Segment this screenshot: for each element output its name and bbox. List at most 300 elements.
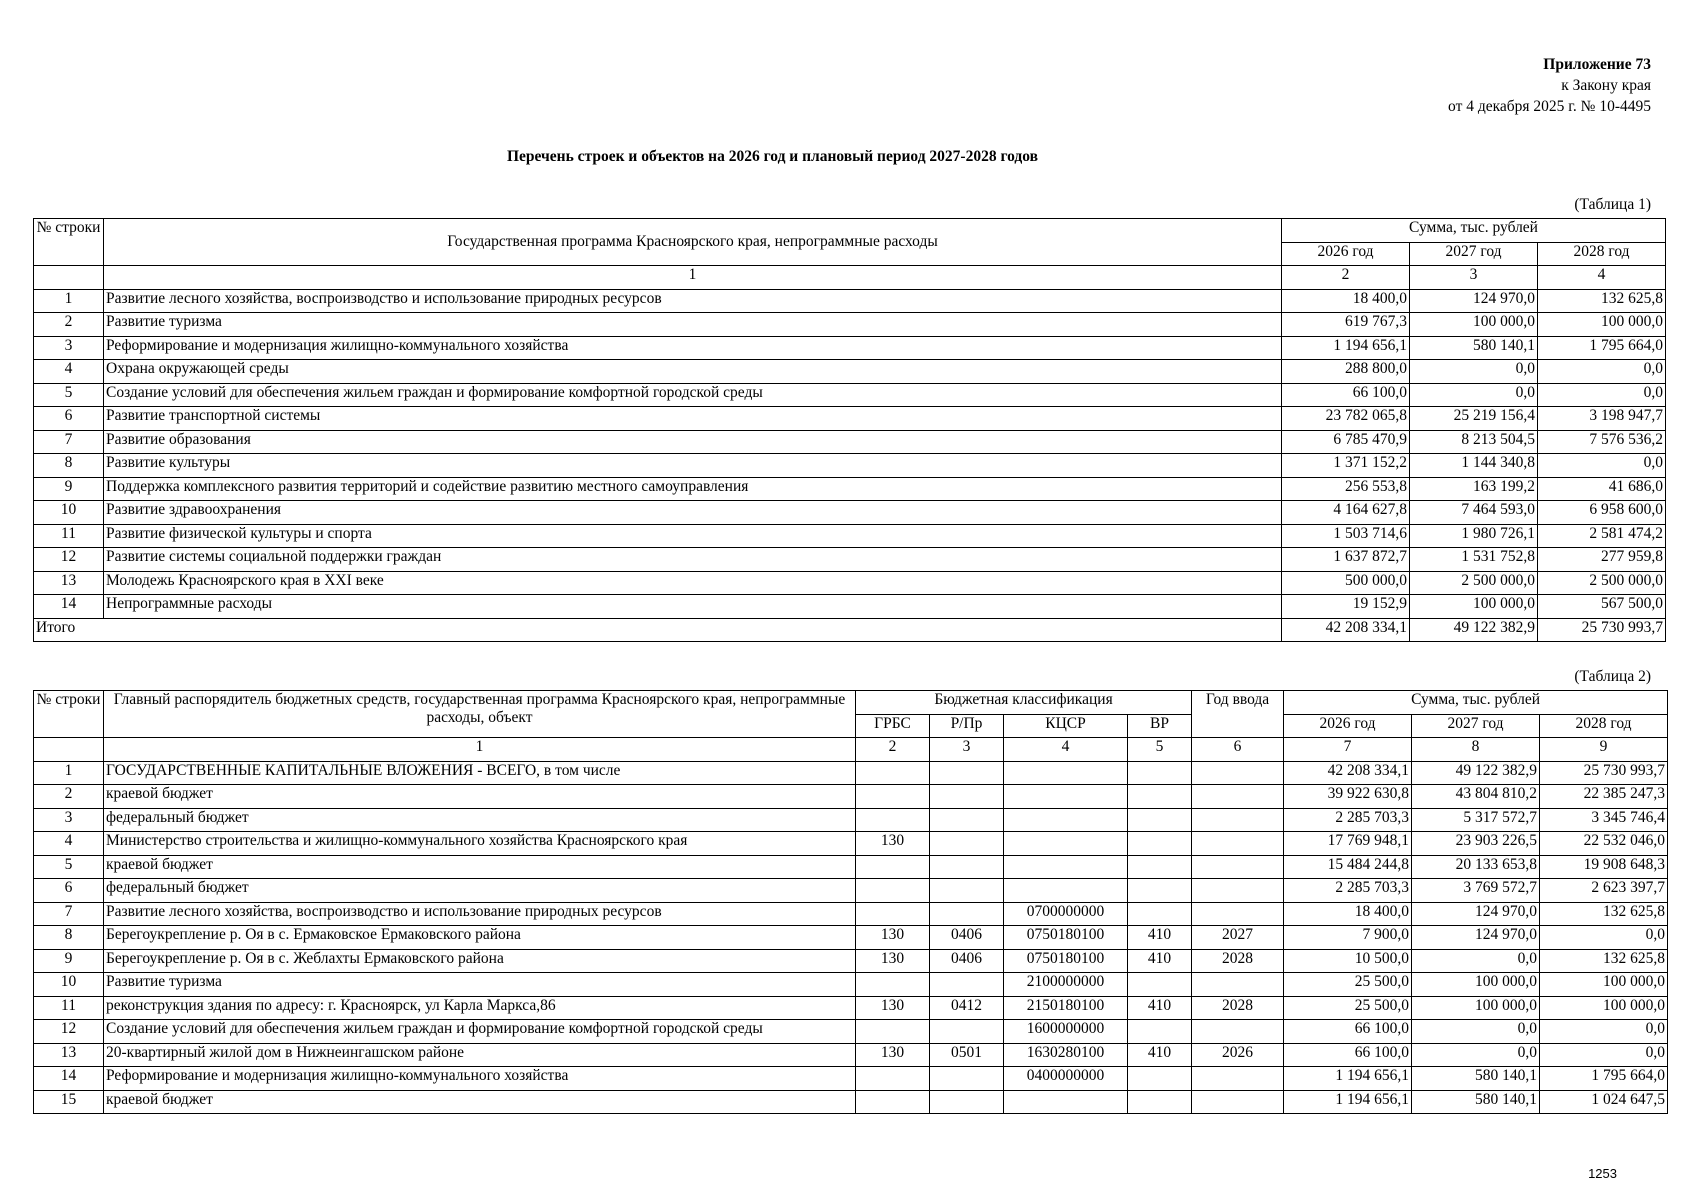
table-row xyxy=(34,336,1666,360)
row-value: 2 285 703,3 xyxy=(1284,808,1412,832)
row-name: реконструкция здания по адресу: г. Красноярск, ул Карла Маркса,86 xyxy=(104,996,856,1020)
vr-cell: 410 xyxy=(1128,926,1192,950)
year-cell: 2027 xyxy=(1192,926,1284,950)
table-row xyxy=(34,383,1666,407)
table-index-cell: 2 xyxy=(1282,266,1410,290)
row-name: Развитие туризма xyxy=(104,973,856,997)
row-number: 5 xyxy=(34,855,104,879)
row-name: Развитие физической культуры и спорта xyxy=(104,524,1282,548)
table-row xyxy=(34,1090,1668,1114)
grbs-cell xyxy=(856,761,930,785)
kcsr-cell xyxy=(1004,855,1128,879)
rpr-cell xyxy=(930,879,1004,903)
row-value: 277 959,8 xyxy=(1538,548,1666,572)
row-name: Развитие образования xyxy=(104,430,1282,454)
table-row xyxy=(34,949,1668,973)
row-name: Берегоукрепление р. Оя в с. Ермаковское Ермаковского района xyxy=(104,926,856,950)
table-row xyxy=(34,289,1666,313)
table-row xyxy=(34,832,1668,856)
row-value: 0,0 xyxy=(1412,1043,1540,1067)
row-name: краевой бюджет xyxy=(104,1090,856,1114)
row-value: 25 730 993,7 xyxy=(1540,761,1668,785)
grbs-cell xyxy=(856,1090,930,1114)
row-number: 3 xyxy=(34,336,104,360)
grbs-cell: 130 xyxy=(856,996,930,1020)
row-value: 0,0 xyxy=(1540,1020,1668,1044)
row-number: 9 xyxy=(34,477,104,501)
table2-label: (Таблица 2) xyxy=(1574,668,1651,685)
rpr-cell xyxy=(930,973,1004,997)
row-value: 288 800,0 xyxy=(1282,360,1410,384)
vr-cell xyxy=(1128,832,1192,856)
year-cell xyxy=(1192,808,1284,832)
table1-col-sum: Сумма, тыс. рублей xyxy=(1282,219,1666,243)
row-value: 18 400,0 xyxy=(1282,289,1410,313)
row-value: 41 686,0 xyxy=(1538,477,1666,501)
grbs-cell xyxy=(856,808,930,832)
kcsr-cell: 2100000000 xyxy=(1004,973,1128,997)
table-index-cell: 5 xyxy=(1128,738,1192,762)
row-value: 66 100,0 xyxy=(1284,1043,1412,1067)
table1-header-row xyxy=(34,219,1666,243)
table2-header-row xyxy=(34,691,1668,715)
row-number: 11 xyxy=(34,524,104,548)
row-name: Развитие здравоохранения xyxy=(104,501,1282,525)
vr-cell xyxy=(1128,1067,1192,1091)
table-row xyxy=(34,524,1666,548)
table1-year: 2026 год xyxy=(1282,242,1410,266)
row-value: 0,0 xyxy=(1410,360,1538,384)
row-name: Поддержка комплексного развития территорий и содействие развитию местного самоуправления xyxy=(104,477,1282,501)
table2-year: 2027 год xyxy=(1412,714,1540,738)
row-number: 5 xyxy=(34,383,104,407)
row-value: 0,0 xyxy=(1540,926,1668,950)
row-value: 15 484 244,8 xyxy=(1284,855,1412,879)
row-value: 580 140,1 xyxy=(1412,1090,1540,1114)
table2-col-year: Год ввода xyxy=(1192,691,1284,738)
grbs-cell xyxy=(856,879,930,903)
row-value: 17 769 948,1 xyxy=(1284,832,1412,856)
table-index-cell: 3 xyxy=(930,738,1004,762)
table-cell xyxy=(34,738,104,762)
table-row xyxy=(34,808,1668,832)
grbs-cell xyxy=(856,902,930,926)
year-cell: 2026 xyxy=(1192,1043,1284,1067)
rpr-cell xyxy=(930,1090,1004,1114)
row-value: 22 532 046,0 xyxy=(1540,832,1668,856)
row-value: 1 795 664,0 xyxy=(1540,1067,1668,1091)
table2-col-sum: Сумма, тыс. рублей xyxy=(1284,691,1668,715)
rpr-cell: 0406 xyxy=(930,926,1004,950)
year-cell: 2028 xyxy=(1192,949,1284,973)
row-name: Развитие лесного хозяйства, воспроизводство и использование природных ресурсов xyxy=(104,902,856,926)
row-value: 256 553,8 xyxy=(1282,477,1410,501)
row-value: 580 140,1 xyxy=(1410,336,1538,360)
row-value: 25 500,0 xyxy=(1284,996,1412,1020)
table1-year: 2028 год xyxy=(1538,242,1666,266)
year-cell xyxy=(1192,1090,1284,1114)
rpr-cell xyxy=(930,1067,1004,1091)
table-index-cell: 2 xyxy=(856,738,930,762)
table-row xyxy=(34,785,1668,809)
row-name: Охрана окружающей среды xyxy=(104,360,1282,384)
vr-cell xyxy=(1128,808,1192,832)
rpr-cell: 0412 xyxy=(930,996,1004,1020)
row-value: 132 625,8 xyxy=(1540,902,1668,926)
table-index-cell: 8 xyxy=(1412,738,1540,762)
row-value: 6 958 600,0 xyxy=(1538,501,1666,525)
kcsr-cell: 1600000000 xyxy=(1004,1020,1128,1044)
row-name: федеральный бюджет xyxy=(104,808,856,832)
row-name: Развитие транспортной системы xyxy=(104,407,1282,431)
row-value: 2 623 397,7 xyxy=(1540,879,1668,903)
page-number: 1253 xyxy=(1588,1166,1617,1181)
grbs-cell xyxy=(856,855,930,879)
row-value: 0,0 xyxy=(1412,1020,1540,1044)
vr-cell: 410 xyxy=(1128,996,1192,1020)
table-row xyxy=(34,313,1666,337)
table-row xyxy=(34,996,1668,1020)
row-number: 2 xyxy=(34,785,104,809)
row-name: Реформирование и модернизация жилищно-коммунального хозяйства xyxy=(104,1067,856,1091)
row-value: 1 637 872,7 xyxy=(1282,548,1410,572)
row-number: 7 xyxy=(34,430,104,454)
row-value: 1 503 714,6 xyxy=(1282,524,1410,548)
row-value: 5 317 572,7 xyxy=(1412,808,1540,832)
rpr-cell: 0406 xyxy=(930,949,1004,973)
row-value: 10 500,0 xyxy=(1284,949,1412,973)
table2-col-budget: Бюджетная классификация xyxy=(856,691,1192,715)
row-value: 0,0 xyxy=(1540,1043,1668,1067)
row-number: 9 xyxy=(34,949,104,973)
year-cell xyxy=(1192,761,1284,785)
row-number: 13 xyxy=(34,1043,104,1067)
row-value: 2 500 000,0 xyxy=(1410,571,1538,595)
vr-cell xyxy=(1128,973,1192,997)
table-row xyxy=(34,407,1666,431)
row-value: 20 133 653,8 xyxy=(1412,855,1540,879)
vr-cell xyxy=(1128,785,1192,809)
table1-label: (Таблица 1) xyxy=(1574,196,1651,213)
row-value: 0,0 xyxy=(1410,383,1538,407)
table2-budget-col: Р/Пр xyxy=(930,714,1004,738)
row-number: 6 xyxy=(34,879,104,903)
row-value: 22 385 247,3 xyxy=(1540,785,1668,809)
rpr-cell xyxy=(930,761,1004,785)
row-value: 3 198 947,7 xyxy=(1538,407,1666,431)
table2-col-name: Главный распорядитель бюджетных средств, государственная программа Красноярского края, непрограммные расходы, объект xyxy=(104,691,856,738)
table-row xyxy=(34,879,1668,903)
row-value: 124 970,0 xyxy=(1412,902,1540,926)
row-value: 7 900,0 xyxy=(1284,926,1412,950)
kcsr-cell xyxy=(1004,832,1128,856)
row-number: 6 xyxy=(34,407,104,431)
grbs-cell: 130 xyxy=(856,832,930,856)
row-value: 19 152,9 xyxy=(1282,595,1410,619)
kcsr-cell: 1630280100 xyxy=(1004,1043,1128,1067)
kcsr-cell xyxy=(1004,808,1128,832)
year-cell xyxy=(1192,855,1284,879)
grbs-cell: 130 xyxy=(856,949,930,973)
table2-budget-col: ВР xyxy=(1128,714,1192,738)
row-value: 1 371 152,2 xyxy=(1282,454,1410,478)
row-value: 7 464 593,0 xyxy=(1410,501,1538,525)
row-value: 1 531 752,8 xyxy=(1410,548,1538,572)
row-value: 23 782 065,8 xyxy=(1282,407,1410,431)
table-row xyxy=(34,902,1668,926)
row-value: 1 980 726,1 xyxy=(1410,524,1538,548)
row-value: 100 000,0 xyxy=(1412,996,1540,1020)
row-value: 132 625,8 xyxy=(1540,949,1668,973)
table-index-cell: 1 xyxy=(104,738,856,762)
table-row xyxy=(34,360,1666,384)
row-value: 1 194 656,1 xyxy=(1284,1090,1412,1114)
row-number: 11 xyxy=(34,996,104,1020)
table-row xyxy=(34,1020,1668,1044)
row-value: 0,0 xyxy=(1538,360,1666,384)
row-value: 42 208 334,1 xyxy=(1284,761,1412,785)
table-row xyxy=(34,973,1668,997)
table-row xyxy=(34,926,1668,950)
table2-budget-col: КЦСР xyxy=(1004,714,1128,738)
table-row xyxy=(34,571,1666,595)
row-number: 14 xyxy=(34,1067,104,1091)
table2-index-row xyxy=(34,738,1668,762)
row-number: 1 xyxy=(34,289,104,313)
rpr-cell: 0501 xyxy=(930,1043,1004,1067)
row-number: 10 xyxy=(34,973,104,997)
row-value: 7 576 536,2 xyxy=(1538,430,1666,454)
law-reference: к Закону края xyxy=(1561,77,1651,94)
vr-cell xyxy=(1128,1090,1192,1114)
row-value: 567 500,0 xyxy=(1538,595,1666,619)
row-name: Министерство строительства и жилищно-коммунального хозяйства Красноярского края xyxy=(104,832,856,856)
row-value: 6 785 470,9 xyxy=(1282,430,1410,454)
rpr-cell xyxy=(930,855,1004,879)
table2-budget-col: ГРБС xyxy=(856,714,930,738)
row-value: 0,0 xyxy=(1538,454,1666,478)
vr-cell: 410 xyxy=(1128,949,1192,973)
row-value: 124 970,0 xyxy=(1412,926,1540,950)
row-value: 3 345 746,4 xyxy=(1540,808,1668,832)
row-value: 2 285 703,3 xyxy=(1284,879,1412,903)
row-name: Создание условий для обеспечения жильем граждан и формирование комфортной городской среды xyxy=(104,383,1282,407)
row-number: 12 xyxy=(34,1020,104,1044)
row-name: Непрограммные расходы xyxy=(104,595,1282,619)
rpr-cell xyxy=(930,832,1004,856)
table2 xyxy=(33,690,1668,1114)
row-number: 12 xyxy=(34,548,104,572)
row-value: 0,0 xyxy=(1412,949,1540,973)
row-value: 1 795 664,0 xyxy=(1538,336,1666,360)
row-value: 1 194 656,1 xyxy=(1282,336,1410,360)
row-number: 2 xyxy=(34,313,104,337)
grbs-cell xyxy=(856,973,930,997)
row-value: 2 581 474,2 xyxy=(1538,524,1666,548)
row-value: 124 970,0 xyxy=(1410,289,1538,313)
table-row xyxy=(34,430,1666,454)
kcsr-cell xyxy=(1004,785,1128,809)
table2-year: 2026 год xyxy=(1284,714,1412,738)
table-row xyxy=(34,501,1666,525)
table-row xyxy=(34,1043,1668,1067)
table-row xyxy=(34,1067,1668,1091)
grbs-cell xyxy=(856,785,930,809)
row-value: 39 922 630,8 xyxy=(1284,785,1412,809)
row-number: 8 xyxy=(34,454,104,478)
row-value: 100 000,0 xyxy=(1540,973,1668,997)
row-value: 100 000,0 xyxy=(1412,973,1540,997)
row-value: 163 199,2 xyxy=(1410,477,1538,501)
table-index-cell: 3 xyxy=(1410,266,1538,290)
vr-cell xyxy=(1128,902,1192,926)
table1-col-num: № строки xyxy=(34,219,104,266)
grbs-cell xyxy=(856,1067,930,1091)
kcsr-cell xyxy=(1004,879,1128,903)
row-number: 1 xyxy=(34,761,104,785)
year-cell xyxy=(1192,1020,1284,1044)
table-cell xyxy=(34,266,104,290)
row-value: 580 140,1 xyxy=(1412,1067,1540,1091)
table1-col-name: Государственная программа Красноярского края, непрограммные расходы xyxy=(104,219,1282,266)
row-value: 100 000,0 xyxy=(1538,313,1666,337)
grbs-cell: 130 xyxy=(856,1043,930,1067)
row-value: 43 804 810,2 xyxy=(1412,785,1540,809)
kcsr-cell xyxy=(1004,1090,1128,1114)
table-index-cell: 7 xyxy=(1284,738,1412,762)
row-value: 25 500,0 xyxy=(1284,973,1412,997)
row-name: краевой бюджет xyxy=(104,855,856,879)
vr-cell xyxy=(1128,879,1192,903)
row-value: 500 000,0 xyxy=(1282,571,1410,595)
kcsr-cell: 0700000000 xyxy=(1004,902,1128,926)
row-number: 8 xyxy=(34,926,104,950)
table1-total-value: 42 208 334,1 xyxy=(1282,618,1410,642)
table-row xyxy=(34,595,1666,619)
row-name: Реформирование и модернизация жилищно-коммунального хозяйства xyxy=(104,336,1282,360)
appendix-number: Приложение 73 xyxy=(1543,56,1651,73)
year-cell xyxy=(1192,832,1284,856)
year-cell xyxy=(1192,785,1284,809)
kcsr-cell: 2150180100 xyxy=(1004,996,1128,1020)
row-value: 23 903 226,5 xyxy=(1412,832,1540,856)
table-index-cell: 1 xyxy=(104,266,1282,290)
row-value: 100 000,0 xyxy=(1410,313,1538,337)
row-name: федеральный бюджет xyxy=(104,879,856,903)
row-name: Создание условий для обеспечения жильем граждан и формирование комфортной городской среды xyxy=(104,1020,856,1044)
vr-cell xyxy=(1128,761,1192,785)
table-index-cell: 4 xyxy=(1538,266,1666,290)
row-name: ГОСУДАРСТВЕННЫЕ КАПИТАЛЬНЫЕ ВЛОЖЕНИЯ - ВСЕГО, в том числе xyxy=(104,761,856,785)
vr-cell xyxy=(1128,855,1192,879)
row-value: 18 400,0 xyxy=(1284,902,1412,926)
row-value: 619 767,3 xyxy=(1282,313,1410,337)
kcsr-cell xyxy=(1004,761,1128,785)
row-number: 7 xyxy=(34,902,104,926)
table-row xyxy=(34,454,1666,478)
table-row xyxy=(34,761,1668,785)
table-index-cell: 4 xyxy=(1004,738,1128,762)
row-name: Развитие лесного хозяйства, воспроизводство и использование природных ресурсов xyxy=(104,289,1282,313)
row-name: Развитие культуры xyxy=(104,454,1282,478)
row-value: 132 625,8 xyxy=(1538,289,1666,313)
year-cell xyxy=(1192,879,1284,903)
table-row xyxy=(34,477,1666,501)
table2-year: 2028 год xyxy=(1540,714,1668,738)
kcsr-cell: 0750180100 xyxy=(1004,949,1128,973)
table1-total-row xyxy=(34,618,1666,642)
row-value: 1 024 647,5 xyxy=(1540,1090,1668,1114)
table1-total-label: Итого xyxy=(34,618,1282,642)
table-index-cell: 6 xyxy=(1192,738,1284,762)
row-number: 10 xyxy=(34,501,104,525)
grbs-cell: 130 xyxy=(856,926,930,950)
row-value: 8 213 504,5 xyxy=(1410,430,1538,454)
table-row xyxy=(34,855,1668,879)
vr-cell: 410 xyxy=(1128,1043,1192,1067)
vr-cell xyxy=(1128,1020,1192,1044)
row-value: 66 100,0 xyxy=(1284,1020,1412,1044)
row-name: Молодежь Красноярского края в XXI веке xyxy=(104,571,1282,595)
row-number: 4 xyxy=(34,832,104,856)
year-cell xyxy=(1192,902,1284,926)
table1-total-value: 49 122 382,9 xyxy=(1410,618,1538,642)
row-value: 25 219 156,4 xyxy=(1410,407,1538,431)
row-number: 14 xyxy=(34,595,104,619)
rpr-cell xyxy=(930,1020,1004,1044)
year-cell xyxy=(1192,973,1284,997)
document-header xyxy=(1448,54,1651,117)
row-value: 1 194 656,1 xyxy=(1284,1067,1412,1091)
rpr-cell xyxy=(930,785,1004,809)
row-value: 100 000,0 xyxy=(1540,996,1668,1020)
year-cell xyxy=(1192,1067,1284,1091)
row-number: 13 xyxy=(34,571,104,595)
row-value: 49 122 382,9 xyxy=(1412,761,1540,785)
row-name: Развитие системы социальной поддержки граждан xyxy=(104,548,1282,572)
row-value: 100 000,0 xyxy=(1410,595,1538,619)
table1-total-value: 25 730 993,7 xyxy=(1538,618,1666,642)
kcsr-cell: 0400000000 xyxy=(1004,1067,1128,1091)
row-value: 66 100,0 xyxy=(1282,383,1410,407)
document-title: Перечень строек и объектов на 2026 год и плановый период 2027-2028 годов xyxy=(506,148,1038,165)
table-row xyxy=(34,548,1666,572)
row-name: Развитие туризма xyxy=(104,313,1282,337)
table2-col-num: № строки xyxy=(34,691,104,738)
table1-index-row xyxy=(34,266,1666,290)
row-value: 1 144 340,8 xyxy=(1410,454,1538,478)
row-number: 4 xyxy=(34,360,104,384)
row-value: 4 164 627,8 xyxy=(1282,501,1410,525)
table1-year: 2027 год xyxy=(1410,242,1538,266)
rpr-cell xyxy=(930,808,1004,832)
table-index-cell: 9 xyxy=(1540,738,1668,762)
kcsr-cell: 0750180100 xyxy=(1004,926,1128,950)
rpr-cell xyxy=(930,902,1004,926)
row-name: Берегоукрепление р. Оя в с. Жеблахты Ермаковского района xyxy=(104,949,856,973)
row-number: 3 xyxy=(34,808,104,832)
row-value: 0,0 xyxy=(1538,383,1666,407)
year-cell: 2028 xyxy=(1192,996,1284,1020)
row-value: 3 769 572,7 xyxy=(1412,879,1540,903)
row-name: краевой бюджет xyxy=(104,785,856,809)
row-value: 2 500 000,0 xyxy=(1538,571,1666,595)
table1 xyxy=(33,218,1666,642)
row-value: 19 908 648,3 xyxy=(1540,855,1668,879)
grbs-cell xyxy=(856,1020,930,1044)
row-name: 20-квартирный жилой дом в Нижнеингашском районе xyxy=(104,1043,856,1067)
row-number: 15 xyxy=(34,1090,104,1114)
